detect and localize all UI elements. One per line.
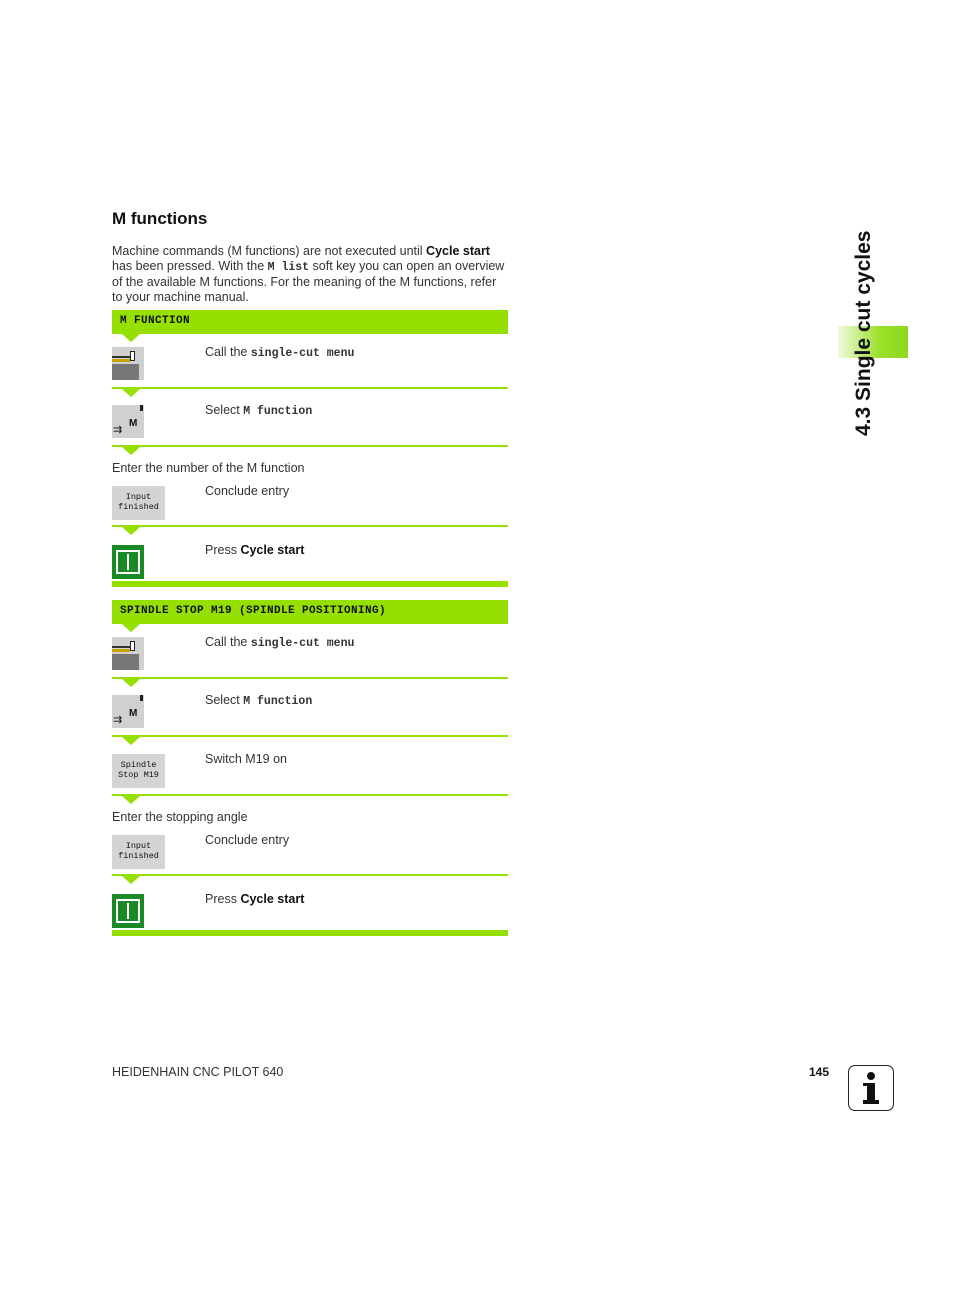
step-divider [112, 387, 508, 389]
note-stopping-angle: Enter the stopping angle [112, 810, 248, 824]
footer-product: HEIDENHAIN CNC PILOT 640 [112, 1065, 284, 1079]
flow-arrow [122, 527, 140, 535]
info-icon[interactable] [848, 1065, 894, 1111]
step-divider [112, 445, 508, 447]
step-conclude-entry: Conclude entry [205, 833, 290, 847]
flow-arrow [122, 624, 140, 632]
intro-paragraph: Machine commands (M functions) are not executed until Cycle start has been pressed. With the M list soft key you can open an overview of the available M functions. For the meaning of the M functions, refer to your machine manual. [112, 244, 505, 304]
step-press-cycle-start: Press Cycle start [205, 892, 305, 906]
section-heading: M functions [112, 209, 208, 228]
input-finished-softkey[interactable]: Input finished [112, 835, 165, 869]
step-select-m-function: Select M function [205, 693, 313, 708]
single-cut-icon[interactable] [112, 637, 144, 670]
m-function-icon[interactable]: M ⇉ [112, 405, 144, 438]
flow-arrow [122, 796, 140, 804]
page-number: 145 [809, 1065, 830, 1079]
step-conclude-entry: Conclude entry [205, 484, 290, 498]
step-divider [112, 525, 508, 527]
m-function-title-bar: M FUNCTION [112, 310, 508, 334]
m-function-icon[interactable]: M ⇉ [112, 695, 144, 728]
block-end-line [112, 930, 508, 936]
flow-arrow [122, 447, 140, 455]
step-divider [112, 794, 508, 796]
step-divider [112, 735, 508, 737]
cycle-start-icon[interactable] [112, 894, 144, 928]
step-press-cycle-start: Press Cycle start [205, 543, 305, 557]
flow-arrow [122, 389, 140, 397]
step-select-m-function: Select M function [205, 403, 313, 418]
cycle-start-icon[interactable] [112, 545, 144, 579]
step-divider [112, 677, 508, 679]
single-cut-icon[interactable] [112, 347, 144, 380]
note-enter-number: Enter the number of the M function [112, 461, 305, 475]
block-end-line [112, 581, 508, 587]
flow-arrow [122, 737, 140, 745]
input-finished-softkey[interactable]: Input finished [112, 486, 165, 520]
step-call-single-cut: Call the single-cut menu [205, 345, 355, 360]
spindle-stop-m19-softkey[interactable]: Spindle Stop M19 [112, 754, 165, 788]
step-switch-m19: Switch M19 on [205, 752, 287, 766]
flow-arrow [122, 334, 140, 342]
spindle-stop-title-bar: SPINDLE STOP M19 (SPINDLE POSITIONING) [112, 600, 508, 624]
step-call-single-cut: Call the single-cut menu [205, 635, 355, 650]
chapter-title: 4.3 Single cut cycles [852, 230, 875, 436]
step-divider [112, 874, 508, 876]
flow-arrow [122, 679, 140, 687]
flow-arrow [122, 876, 140, 884]
